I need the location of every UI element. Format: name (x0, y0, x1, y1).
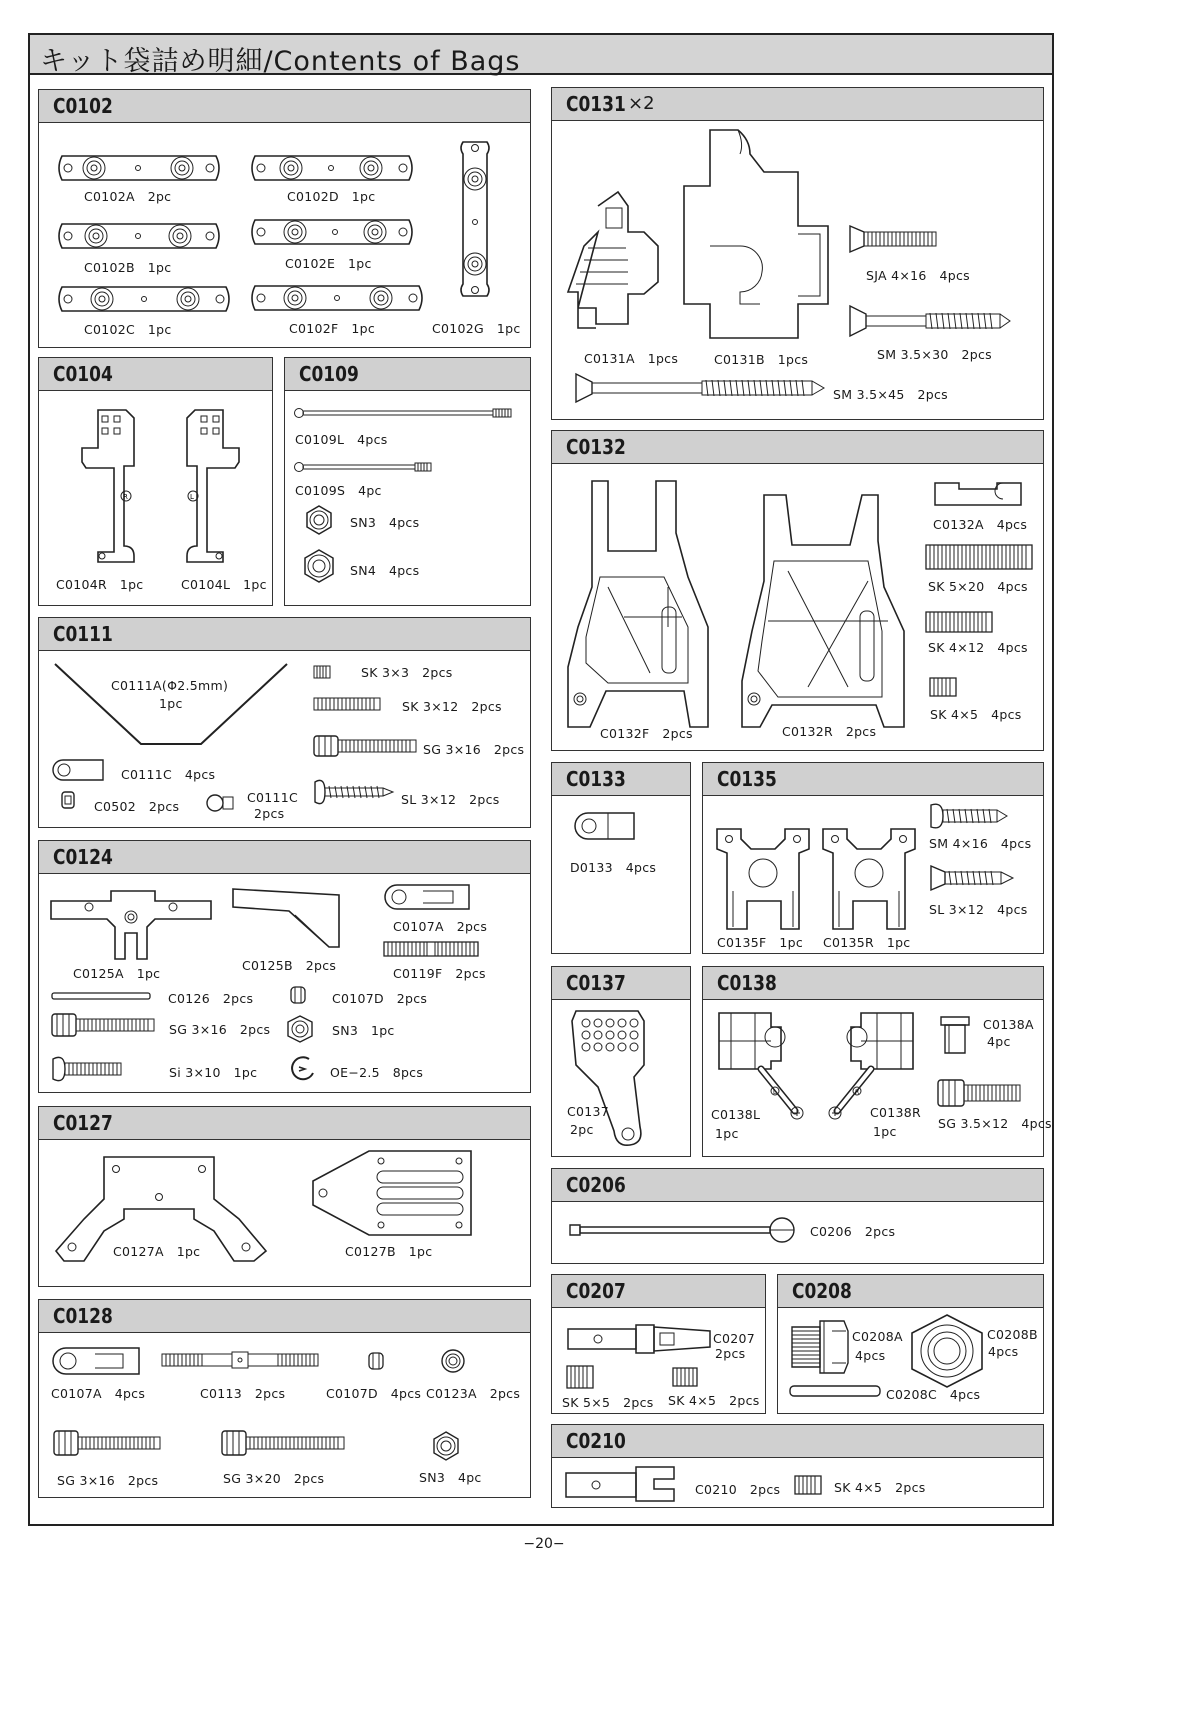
part-label: SN3 4pc (419, 1470, 482, 1485)
part-label: C0206 2pcs (810, 1224, 896, 1239)
hub-carrier-c0135f (713, 823, 813, 933)
bag-title: C0131 (566, 92, 626, 116)
part-label: C0104L 1pc (181, 577, 267, 592)
bag-header (552, 1425, 1043, 1458)
nylon-nut-sn3 (430, 1430, 462, 1462)
suspension-arm-c0132r (738, 491, 918, 731)
suspension-mount-c0102g (455, 134, 495, 304)
bag-header (39, 1107, 530, 1140)
nylon-nut-sn4 (301, 548, 337, 584)
part-label: 2pcs (715, 1346, 746, 1361)
svg-text:R: R (123, 493, 128, 501)
upright-c0125b (229, 885, 344, 950)
part-label: SK 5×20 4pcs (928, 579, 1028, 594)
part-label: C0109L 4pcs (295, 432, 388, 447)
bushing-c0138a (937, 1015, 973, 1055)
part-label: C0123A 2pcs (426, 1386, 521, 1401)
part-label: C0102E 1pc (285, 256, 372, 271)
part-label: SG 3×16 2pcs (423, 742, 525, 757)
bag-header (39, 841, 530, 874)
ball-c0502 (59, 790, 77, 810)
part-label: SL 3×12 4pcs (929, 902, 1028, 917)
bag-header (552, 1275, 765, 1308)
bag-title: C0208 (792, 1279, 852, 1303)
bag-title: C0133 (566, 767, 626, 791)
part-label: 1pc (159, 696, 183, 711)
bag-c0128 (38, 1299, 531, 1498)
part-label: 4pc (987, 1034, 1011, 1049)
part-label: SG 3×16 2pcs (169, 1022, 271, 1037)
hub-carrier-c0135r (819, 823, 919, 933)
part-label: C0102C 1pc (84, 322, 172, 337)
part-label: SM 4×16 4pcs (929, 836, 1032, 851)
part-label: C0111C 4pcs (121, 767, 216, 782)
part-label: SK 4×5 2pcs (668, 1393, 760, 1408)
cap-screw-sg3x16 (51, 1013, 157, 1037)
bag-c0208 (777, 1274, 1044, 1414)
suspension-mount-c0102b (54, 216, 224, 256)
bag-title: C0102 (53, 94, 113, 118)
nylon-nut-sn3 (303, 504, 335, 536)
bag-c0111 (38, 617, 531, 828)
part-label: C0208B (987, 1327, 1038, 1342)
ball-c0107d (287, 985, 309, 1005)
part-label: C0502 2pcs (94, 799, 180, 814)
bag-title: C0135 (717, 767, 777, 791)
set-screw-sk4x12 (925, 611, 993, 633)
hub-c0208a (788, 1317, 852, 1377)
part-label: SK 3×3 2pcs (361, 665, 453, 680)
part-label: C0132R 2pcs (782, 724, 877, 739)
set-screw-sk3x3 (313, 665, 331, 679)
bag-title: C0206 (566, 1173, 626, 1197)
part-label: SN3 1pc (332, 1023, 395, 1038)
title-bar (30, 35, 1052, 75)
cap-screw-sg35x12 (937, 1079, 1023, 1107)
part-label: C0102G 1pc (432, 321, 521, 336)
part-label: SK 4×12 4pcs (928, 640, 1028, 655)
hub-carrier-right (74, 406, 144, 566)
bag-header (778, 1275, 1043, 1308)
part-label: C0138A (983, 1017, 1034, 1032)
bag-c0104 (38, 357, 273, 606)
bag-title: C0128 (53, 1304, 113, 1328)
svg-text:L: L (773, 1089, 777, 1096)
part-label: C0127A 1pc (113, 1244, 201, 1259)
part-label: C0208A (852, 1329, 903, 1344)
bag-title: C0137 (566, 971, 626, 995)
part-label: C0107A 4pcs (51, 1386, 146, 1401)
part-label: C0104R 1pc (56, 577, 144, 592)
part-label: C0107A 2pcs (393, 919, 488, 934)
bag-c0102 (38, 89, 531, 348)
bag-header (39, 1300, 530, 1333)
ball-end-c0111c (51, 758, 109, 782)
set-screw-sk4x5 (929, 677, 957, 697)
ball-end-c0107a (383, 883, 473, 911)
e-clip-oe25 (289, 1055, 317, 1083)
set-screw-sk4x5 (672, 1367, 698, 1387)
bag-c0127 (38, 1106, 531, 1287)
part-label: Si 3×10 1pc (169, 1065, 258, 1080)
part-label: C0208C 4pcs (886, 1387, 981, 1402)
bag-header (703, 763, 1043, 796)
bag-c0210 (551, 1424, 1044, 1508)
bag-title: C0207 (566, 1279, 626, 1303)
bulkhead-c0125a (49, 887, 214, 962)
part-label: 1pc (715, 1126, 739, 1141)
bag-c0135 (702, 762, 1044, 954)
part-label: C0119F 2pcs (393, 966, 486, 981)
bag-header (552, 1169, 1043, 1202)
hinge-pin-short (293, 460, 433, 474)
bag-header (39, 618, 530, 651)
part-label: C0113 2pcs (200, 1386, 286, 1401)
part-label: C0135R 1pc (823, 935, 911, 950)
part-label: C0131B 1pcs (714, 352, 809, 367)
part-label: SN3 4pcs (350, 515, 420, 530)
part-label: 4pcs (988, 1344, 1019, 1359)
screw-sl3x12 (929, 864, 1015, 892)
part-label: 4pcs (855, 1348, 886, 1363)
set-screw-sk5x20 (925, 544, 1033, 570)
suspension-arm-c0132f (564, 477, 724, 729)
part-label: SM 3.5×45 2pcs (833, 387, 948, 402)
part-label: C0131A 1pcs (584, 351, 679, 366)
bag-c0138 (702, 966, 1052, 1157)
hub-carrier-left (179, 406, 259, 566)
part-label: C0138R (870, 1105, 922, 1120)
bag-header (39, 90, 530, 123)
part-label: C0102A 2pc (84, 189, 172, 204)
hinge-pin-long (293, 406, 513, 420)
set-screw-sk3x12 (313, 697, 381, 711)
bag-header (552, 967, 690, 1000)
part-label: SM 3.5×30 2pcs (877, 347, 992, 362)
part-label: SK 5×5 2pcs (562, 1395, 654, 1410)
svg-text:L: L (190, 493, 194, 501)
ball-c0107d (365, 1351, 387, 1371)
part-label: C0125A 1pc (73, 966, 161, 981)
bag-c0133 (551, 762, 691, 954)
turnbuckle-c0113 (161, 1351, 319, 1369)
suspension-mount-c0102d (247, 148, 417, 188)
bag-c0124 (38, 840, 531, 1093)
pin-c0126 (51, 991, 151, 1001)
bag-header (703, 967, 1043, 1000)
bag-c0109 (284, 357, 531, 606)
page-number: −20− (523, 1536, 565, 1552)
part-label: C0125B 2pcs (242, 958, 337, 973)
self-tap-screw-sm35x45 (574, 372, 826, 404)
part-label: 2pcs (254, 806, 285, 821)
part-label: C0102F 1pc (289, 321, 375, 336)
bag-title: C0124 (53, 845, 113, 869)
page-title: キット袋詰め明細/Contents of Bags (40, 46, 521, 77)
suspension-mount-c0102e (247, 212, 417, 252)
self-tap-screw-sm35x30 (848, 304, 1012, 338)
nylon-nut-sn3 (285, 1014, 315, 1044)
bag-title: C0138 (717, 971, 777, 995)
bag-title: C0109 (299, 362, 359, 386)
part-label: C0102D 1pc (287, 189, 376, 204)
part-label: C0210 2pcs (695, 1482, 781, 1497)
self-tap-screw-sl3x12 (313, 778, 395, 806)
part-label: C0107D 2pcs (332, 991, 428, 1006)
part-label: SK 4×5 4pcs (930, 707, 1022, 722)
part-label: C0135F 1pc (717, 935, 803, 950)
bag-header (552, 431, 1043, 464)
bag-title: C0210 (566, 1429, 626, 1453)
screw-sm4x16 (929, 803, 1009, 829)
part-label: SG 3×16 2pcs (57, 1473, 159, 1488)
part-label: C0138L (711, 1107, 761, 1122)
mount-c0132a (933, 479, 1025, 509)
svg-text:R: R (855, 1089, 860, 1096)
part-label: SK 3×12 2pcs (402, 699, 502, 714)
part-label: C0137 (567, 1104, 610, 1119)
part-label: C0111C (247, 790, 299, 805)
screw-si3x10 (51, 1055, 123, 1083)
ball-stud-c0111c (205, 792, 235, 814)
drive-cup-c0210 (564, 1465, 676, 1503)
part-label: C0126 2pcs (168, 991, 254, 1006)
part-label: C0207 (713, 1331, 756, 1346)
part-label: C0102B 1pc (84, 260, 172, 275)
bag-c0207 (551, 1274, 766, 1414)
part-label: SK 4×5 2pcs (834, 1480, 926, 1495)
part-label: C0111A(Φ2.5mm) (111, 678, 229, 693)
shock-tower-c0127b (309, 1147, 479, 1239)
bag-c0206 (551, 1168, 1044, 1264)
gearbox-half-c0131a (566, 188, 676, 338)
ball-end-d0133 (572, 809, 638, 843)
hex-nut-c0208b (908, 1313, 986, 1389)
set-screw-sk4x5 (794, 1475, 822, 1495)
suspension-mount-c0102f (247, 278, 427, 318)
bag-title: C0132 (566, 435, 626, 459)
part-label: SN4 4pcs (350, 563, 420, 578)
part-label: D0133 4pcs (570, 860, 657, 875)
cap-screw-sg3x20 (221, 1430, 347, 1456)
part-label: OE−2.5 8pcs (330, 1065, 424, 1080)
part-label: SJA 4×16 4pcs (866, 268, 970, 283)
bag-title: C0127 (53, 1111, 113, 1135)
part-label: C0127B 1pc (345, 1244, 433, 1259)
part-label: C0132A 4pcs (933, 517, 1028, 532)
bag-header (552, 88, 1043, 121)
part-label: SG 3×20 2pcs (223, 1471, 325, 1486)
cap-screw-sg3x16 (313, 735, 419, 757)
ball-end-c0107a (51, 1346, 143, 1376)
bag-header (285, 358, 530, 391)
drive-shaft-c0206 (568, 1213, 798, 1247)
turnbuckle-c0119f (383, 941, 479, 957)
bag-c0137 (551, 966, 691, 1157)
part-label: 2pc (570, 1122, 594, 1137)
bag-header (552, 763, 690, 796)
gearbox-half-c0131b (680, 126, 835, 341)
part-label: C0109S 4pc (295, 483, 382, 498)
cap-screw-sg3x16 (53, 1430, 163, 1456)
bag-c0132 (551, 430, 1044, 751)
suspension-mount-c0102c (54, 279, 234, 319)
set-screw-sk5x5 (566, 1365, 594, 1389)
bag-multiplier: ×2 (628, 93, 655, 114)
bag-c0131 (551, 87, 1044, 420)
part-label: C0132F 2pcs (600, 726, 693, 741)
part-label: SL 3×12 2pcs (401, 792, 500, 807)
bag-title: C0111 (53, 622, 113, 646)
flat-screw-sja4x16 (848, 224, 940, 254)
part-label: 1pc (873, 1124, 897, 1139)
washer-c0123a (440, 1348, 466, 1374)
part-label: SG 3.5×12 4pcs (938, 1116, 1052, 1131)
bag-title: C0104 (53, 362, 113, 386)
bag-header (39, 358, 272, 391)
universal-joint-c0207 (564, 1319, 714, 1359)
pin-c0208c (788, 1383, 882, 1399)
part-label: C0107D 4pcs (326, 1386, 422, 1401)
suspension-mount-c0102a (54, 148, 224, 188)
